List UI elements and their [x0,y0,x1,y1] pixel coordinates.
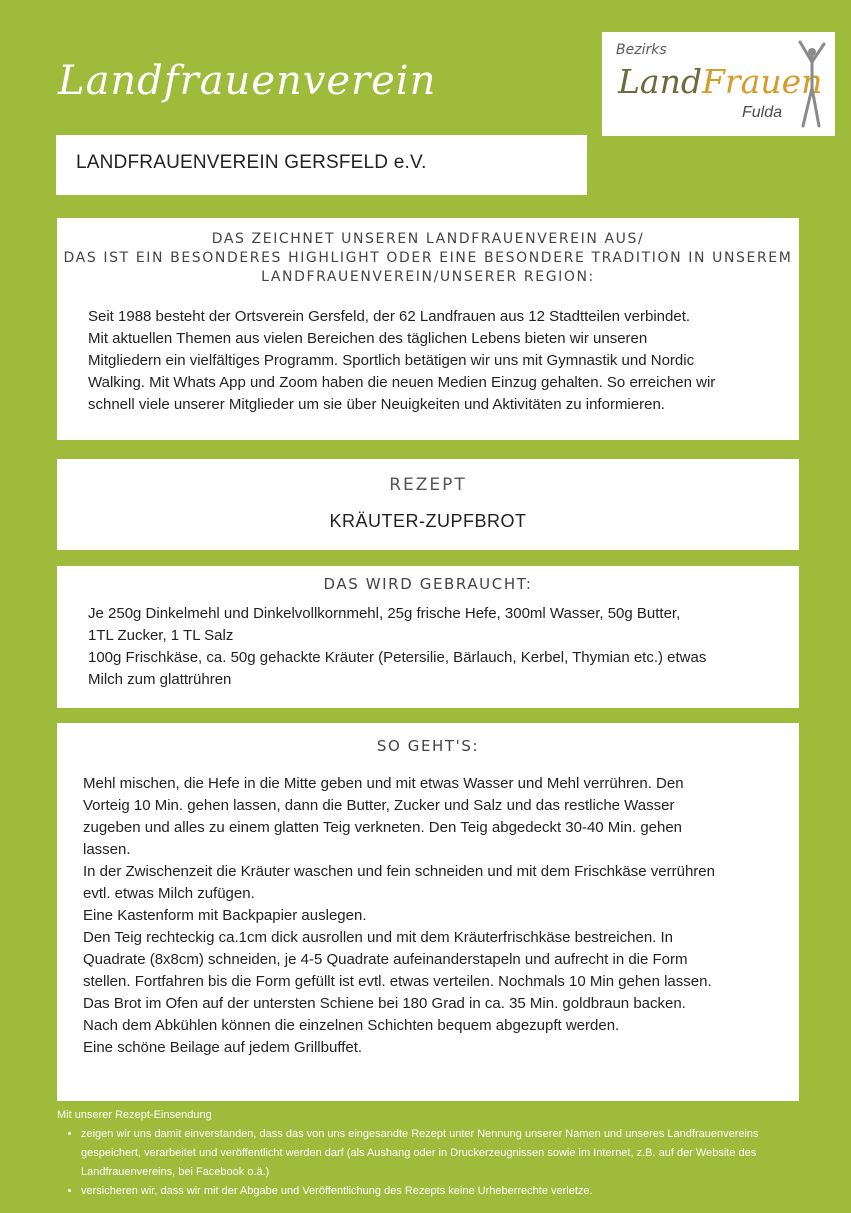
intro-line: Walking. Mit Whats App und Zoom haben die neuen Medien Einzug gehalten. So erreichen wir [88,374,716,391]
consent-footer [57,1106,799,1201]
logo-fulda: Fulda [742,104,783,121]
logo-wordmark [618,62,822,101]
steps-line: In der Zwischenzeit die Kräuter waschen und fein schneiden und mit dem Frischkäse verrühren [83,863,715,880]
ingredients-heading: DAS WIRD GEBRAUCHT: [323,575,533,593]
steps-line: Eine Kastenform mit Backpapier auslegen. [83,907,367,924]
ingredients-section [57,566,799,708]
footer-list [57,1125,799,1201]
steps-line: Den Teig rechteckig ca.1cm dick ausrollen und mit dem Kräuterfrischkäse bestreichen. In [83,929,674,946]
steps-line: zugeben und alles zu einem glatten Teig verkneten. Den Teig abgedeckt 30-40 Min. gehen [83,819,683,836]
steps-line: lassen. [83,841,131,858]
intro-line: Seit 1988 besteht der Ortsverein Gersfeld, der 62 Landfrauen aus 12 Stadtteilen verbindet. [88,308,691,325]
recipe-name: KRÄUTER-ZUPFBROT [329,511,527,531]
steps-section [57,723,799,1101]
intro-line: Mit aktuellen Themen aus vielen Bereichen des täglichen Lebens bieten wir unseren [88,330,648,347]
dancing-figure-icon [797,38,827,130]
club-name: LANDFRAUENVEREIN GERSFELD e.V. [76,152,427,173]
steps-line: Eine schöne Beilage auf jedem Grillbuffet. [83,1039,363,1056]
bezirks-landfrauen-logo [602,32,835,136]
steps-heading: SO GEHT'S: [376,737,480,755]
steps-line: Das Brot im Ofen auf der untersten Schiene bei 180 Grad in ca. 35 Min. goldbraun backen. [83,995,686,1012]
page-title: Landfrauenverein [58,58,437,104]
steps-line: Quadrate (8x8cm) schneiden, je 4-5 Quadrate aufeinanderstapeln und aufrecht in die Form [83,951,688,968]
club-name-box [56,135,587,195]
ingredients-text [88,603,759,691]
footer-bullet: • versicheren wir, dass wir mit der Abgabe und Veröffentlichung des Rezepts keine Urheberrechte verletze. [81,1182,799,1201]
recipe-label: REZEPT [389,475,467,495]
intro-text [88,306,769,416]
ingredients-line: 1TL Zucker, 1 TL Salz [88,627,234,644]
footer-bullet: • zeigen wir uns damit einverstanden, dass das von uns eingesandte Rezept unter Nennung unserer Namen und unseres Landfrauenvereins gespeichert, verarbeitet und veröffentlicht werden darf (als Aushang oder in Druckerzeugnissen sowie im Internet, z.B. auf der Website des Landfrauenvereins, bei Facebook o.ä.) [81,1125,799,1182]
logo-bezirks: Bezirks [616,42,667,58]
steps-text [83,773,769,1059]
intro-line: Mitgliedern ein vielfältiges Programm. Sportlich betätigen wir uns mit Gymnastik und Nordic [88,352,695,369]
ingredients-line: 100g Frischkäse, ca. 50g gehackte Kräuter (Petersilie, Bärlauch, Kerbel, Thymian etc.) etwas [88,649,707,666]
intro-heading-line: DAS ZEICHNET UNSEREN LANDFRAUENVEREIN AUS/ [211,231,645,247]
intro-heading-line: DAS IST EIN BESONDERES HIGHLIGHT ODER EINE BESONDERE TRADITION IN UNSEREM [63,250,793,266]
steps-line: Nach dem Abkühlen können die einzelnen Schichten bequem abgezupft werden. [83,1017,620,1034]
logo-frauen: Frauen [701,62,823,101]
logo-land: Land [618,62,702,101]
steps-line: stellen. Fortfahren bis die Form gefüllt ist evtl. etwas verteilen. Nochmals 10 Min gehen lassen. [83,973,712,990]
intro-section [57,218,799,440]
footer-intro: Mit unserer Rezept-Einsendung [57,1109,212,1121]
recipe-title-section [57,459,799,550]
steps-line: Vorteig 10 Min. gehen lassen, dann die Butter, Zucker und Salz und das restliche Wasser [83,797,675,814]
steps-line: evtl. etwas Milch zufügen. [83,885,255,902]
intro-heading-line: LANDFRAUENVEREIN/UNSERER REGION: [261,269,595,285]
intro-line: schnell viele unserer Mitglieder um sie über Neuigkeiten und Aktivitäten zu informieren. [88,396,665,413]
intro-heading [57,230,799,287]
ingredients-line: Milch zum glattrühren [88,671,232,688]
ingredients-line: Je 250g Dinkelmehl und Dinkelvollkornmehl, 25g frische Hefe, 300ml Wasser, 50g Butter, [88,605,681,622]
steps-line: Mehl mischen, die Hefe in die Mitte geben und mit etwas Wasser und Mehl verrühren. Den [83,775,684,792]
